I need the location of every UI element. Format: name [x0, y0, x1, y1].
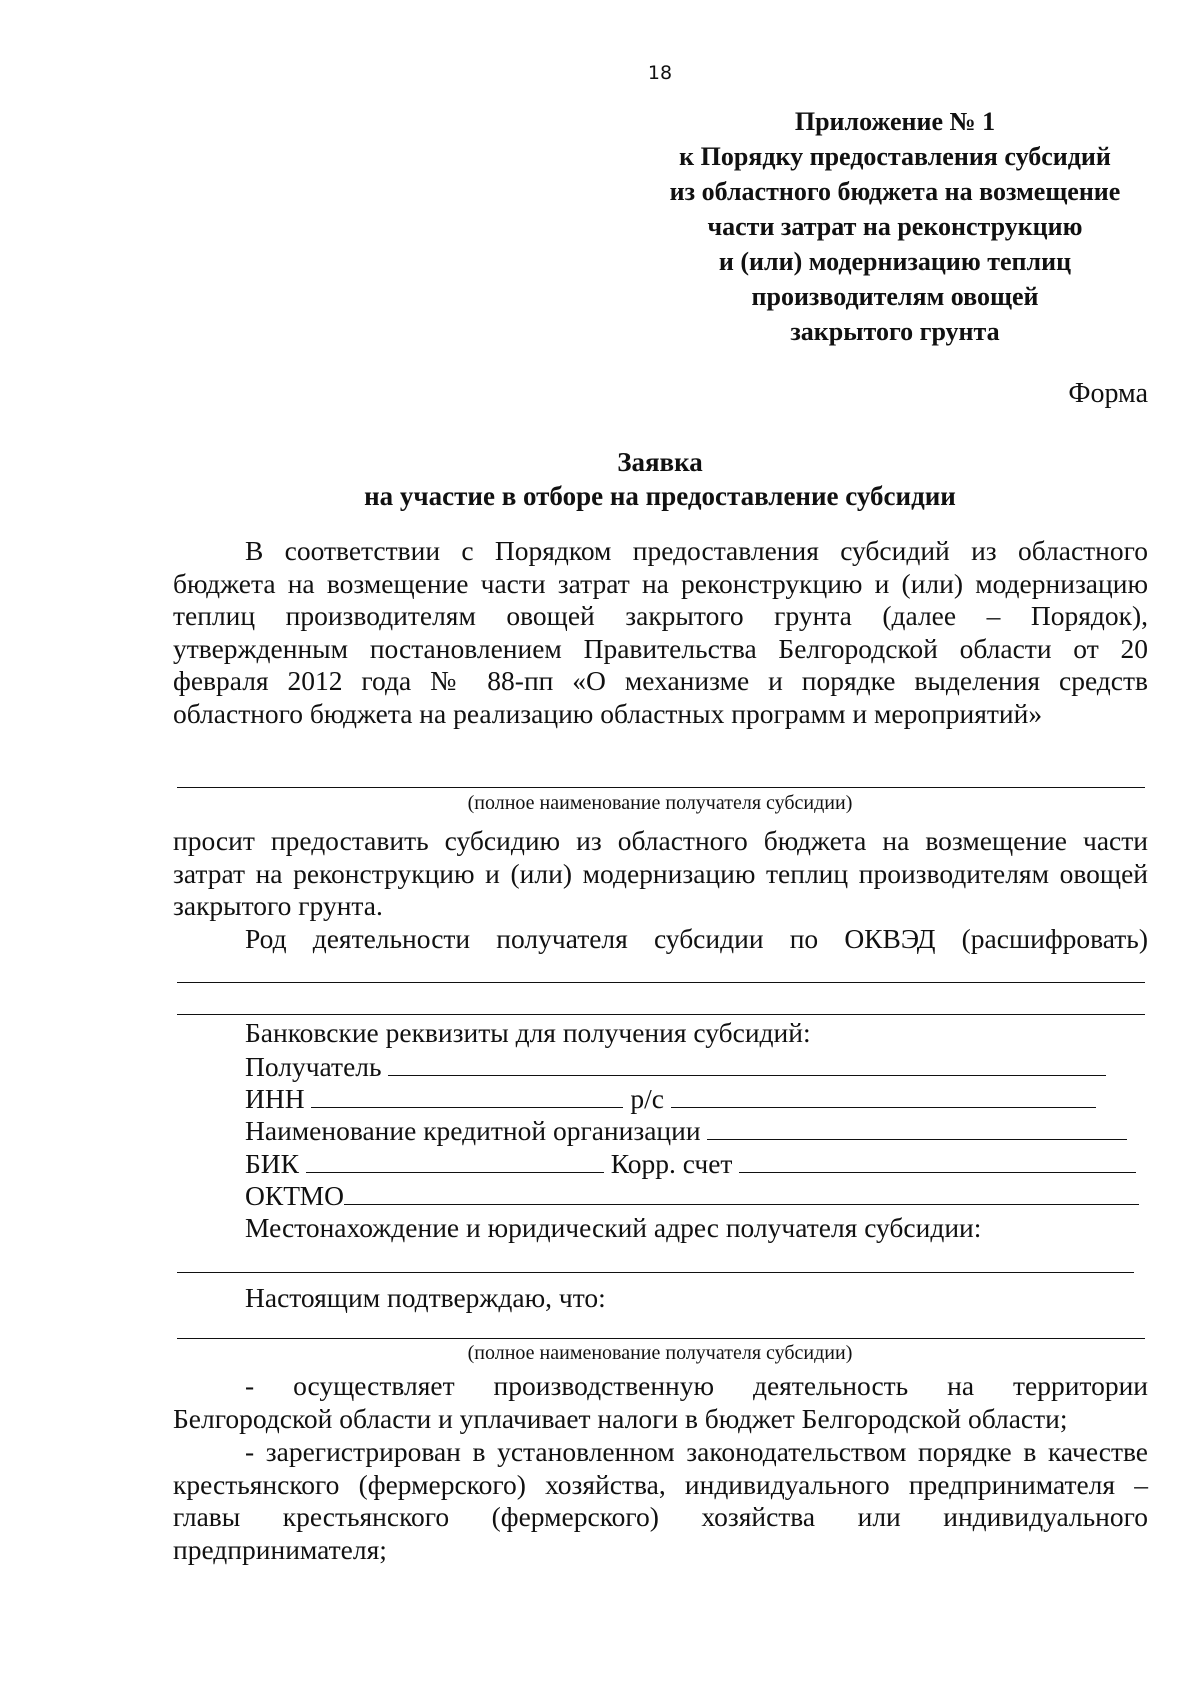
bullet-item: - осуществляет производственную деятельность на территории Белгородской области и уплачивает налоги в бюджет Белгородской области; — [173, 1370, 1148, 1434]
inn-row — [245, 1081, 1096, 1115]
credit-org-field[interactable] — [707, 1113, 1127, 1140]
page-number: 18 — [647, 62, 673, 84]
appendix-line: к Порядку предоставления субсидий — [679, 142, 1111, 171]
oktmo-field[interactable] — [344, 1178, 1139, 1205]
recipient-field[interactable] — [388, 1049, 1106, 1076]
appendix-line: и (или) модернизацию теплиц — [718, 247, 1072, 276]
bullet-item: - зарегистрирован в установленном законодательством порядке в качестве крестьянского (фермерского) хозяйства, индивидуального предпринимателя – главы крестьянского (фермерского) хозяйства или индивидуального предпринимателя; — [173, 1436, 1148, 1565]
appendix-line: закрытого грунта — [790, 317, 1000, 346]
recipient-row — [245, 1049, 1106, 1083]
appendix-header — [640, 104, 1150, 349]
title-line-1: Заявка — [617, 447, 703, 477]
request-paragraph: просит предоставить субсидию из областного бюджета на возмещение части затрат на реконструкцию и (или) модернизацию теплиц производителям овощей закрытого грунта. — [173, 825, 1148, 921]
bik-field[interactable] — [306, 1146, 604, 1173]
recipient-name-field[interactable] — [177, 787, 1145, 788]
okved-field-2[interactable] — [177, 1014, 1145, 1015]
appendix-line: из областного бюджета на возмещение — [669, 177, 1121, 206]
okved-line: Род деятельности получателя субсидии по ОКВЭД (расшифровать) — [245, 923, 1148, 954]
document-title — [170, 445, 1150, 513]
corr-account-label: Корр. счет — [610, 1148, 733, 1179]
inn-field[interactable] — [311, 1081, 623, 1108]
okved-field-1[interactable] — [177, 982, 1145, 983]
intro-paragraph: В соответствии с Порядком предоставления субсидий из областного бюджета на возмещение части затрат на реконструкцию и (или) модернизацию теплиц производителям овощей закрытого грунта (далее – Порядок), утвержденным постановлением Правительства Белгородской области от 20 февраля 2012 года № 88-пп «О механизме и порядке выделения средств областного бюджета на реализацию областных программ и мероприятий» — [173, 535, 1148, 729]
bik-label: БИК — [245, 1148, 299, 1179]
address-field[interactable] — [177, 1272, 1134, 1273]
account-field[interactable] — [671, 1081, 1096, 1108]
corr-account-field[interactable] — [739, 1146, 1136, 1173]
account-label: р/с — [630, 1083, 664, 1114]
title-line-2: на участие в отборе на предоставление субсидии — [364, 481, 956, 511]
appendix-line: производителям овощей — [751, 282, 1039, 311]
oktmo-label: ОКТМО — [245, 1180, 344, 1211]
bik-row — [245, 1146, 1136, 1180]
oktmo-row — [245, 1178, 1139, 1212]
confirm-recipient-caption: (полное наименование получателя субсидии) — [467, 1342, 853, 1364]
form-label: Форма — [1068, 378, 1148, 409]
credit-org-label: Наименование кредитной организации — [245, 1115, 701, 1146]
recipient-caption: (полное наименование получателя субсидии) — [467, 792, 853, 814]
recipient-label: Получатель — [245, 1051, 382, 1082]
confirm-recipient-field[interactable] — [177, 1338, 1145, 1339]
confirm-label: Настоящим подтверждаю, что: — [245, 1282, 606, 1313]
credit-org-row — [245, 1113, 1127, 1147]
address-label: Местонахождение и юридический адрес получателя субсидии: — [245, 1212, 982, 1243]
appendix-line: части затрат на реконструкцию — [707, 212, 1083, 241]
appendix-line: Приложение № 1 — [794, 107, 996, 136]
inn-label: ИНН — [245, 1083, 305, 1114]
bank-heading: Банковские реквизиты для получения субсидий: — [245, 1017, 811, 1048]
